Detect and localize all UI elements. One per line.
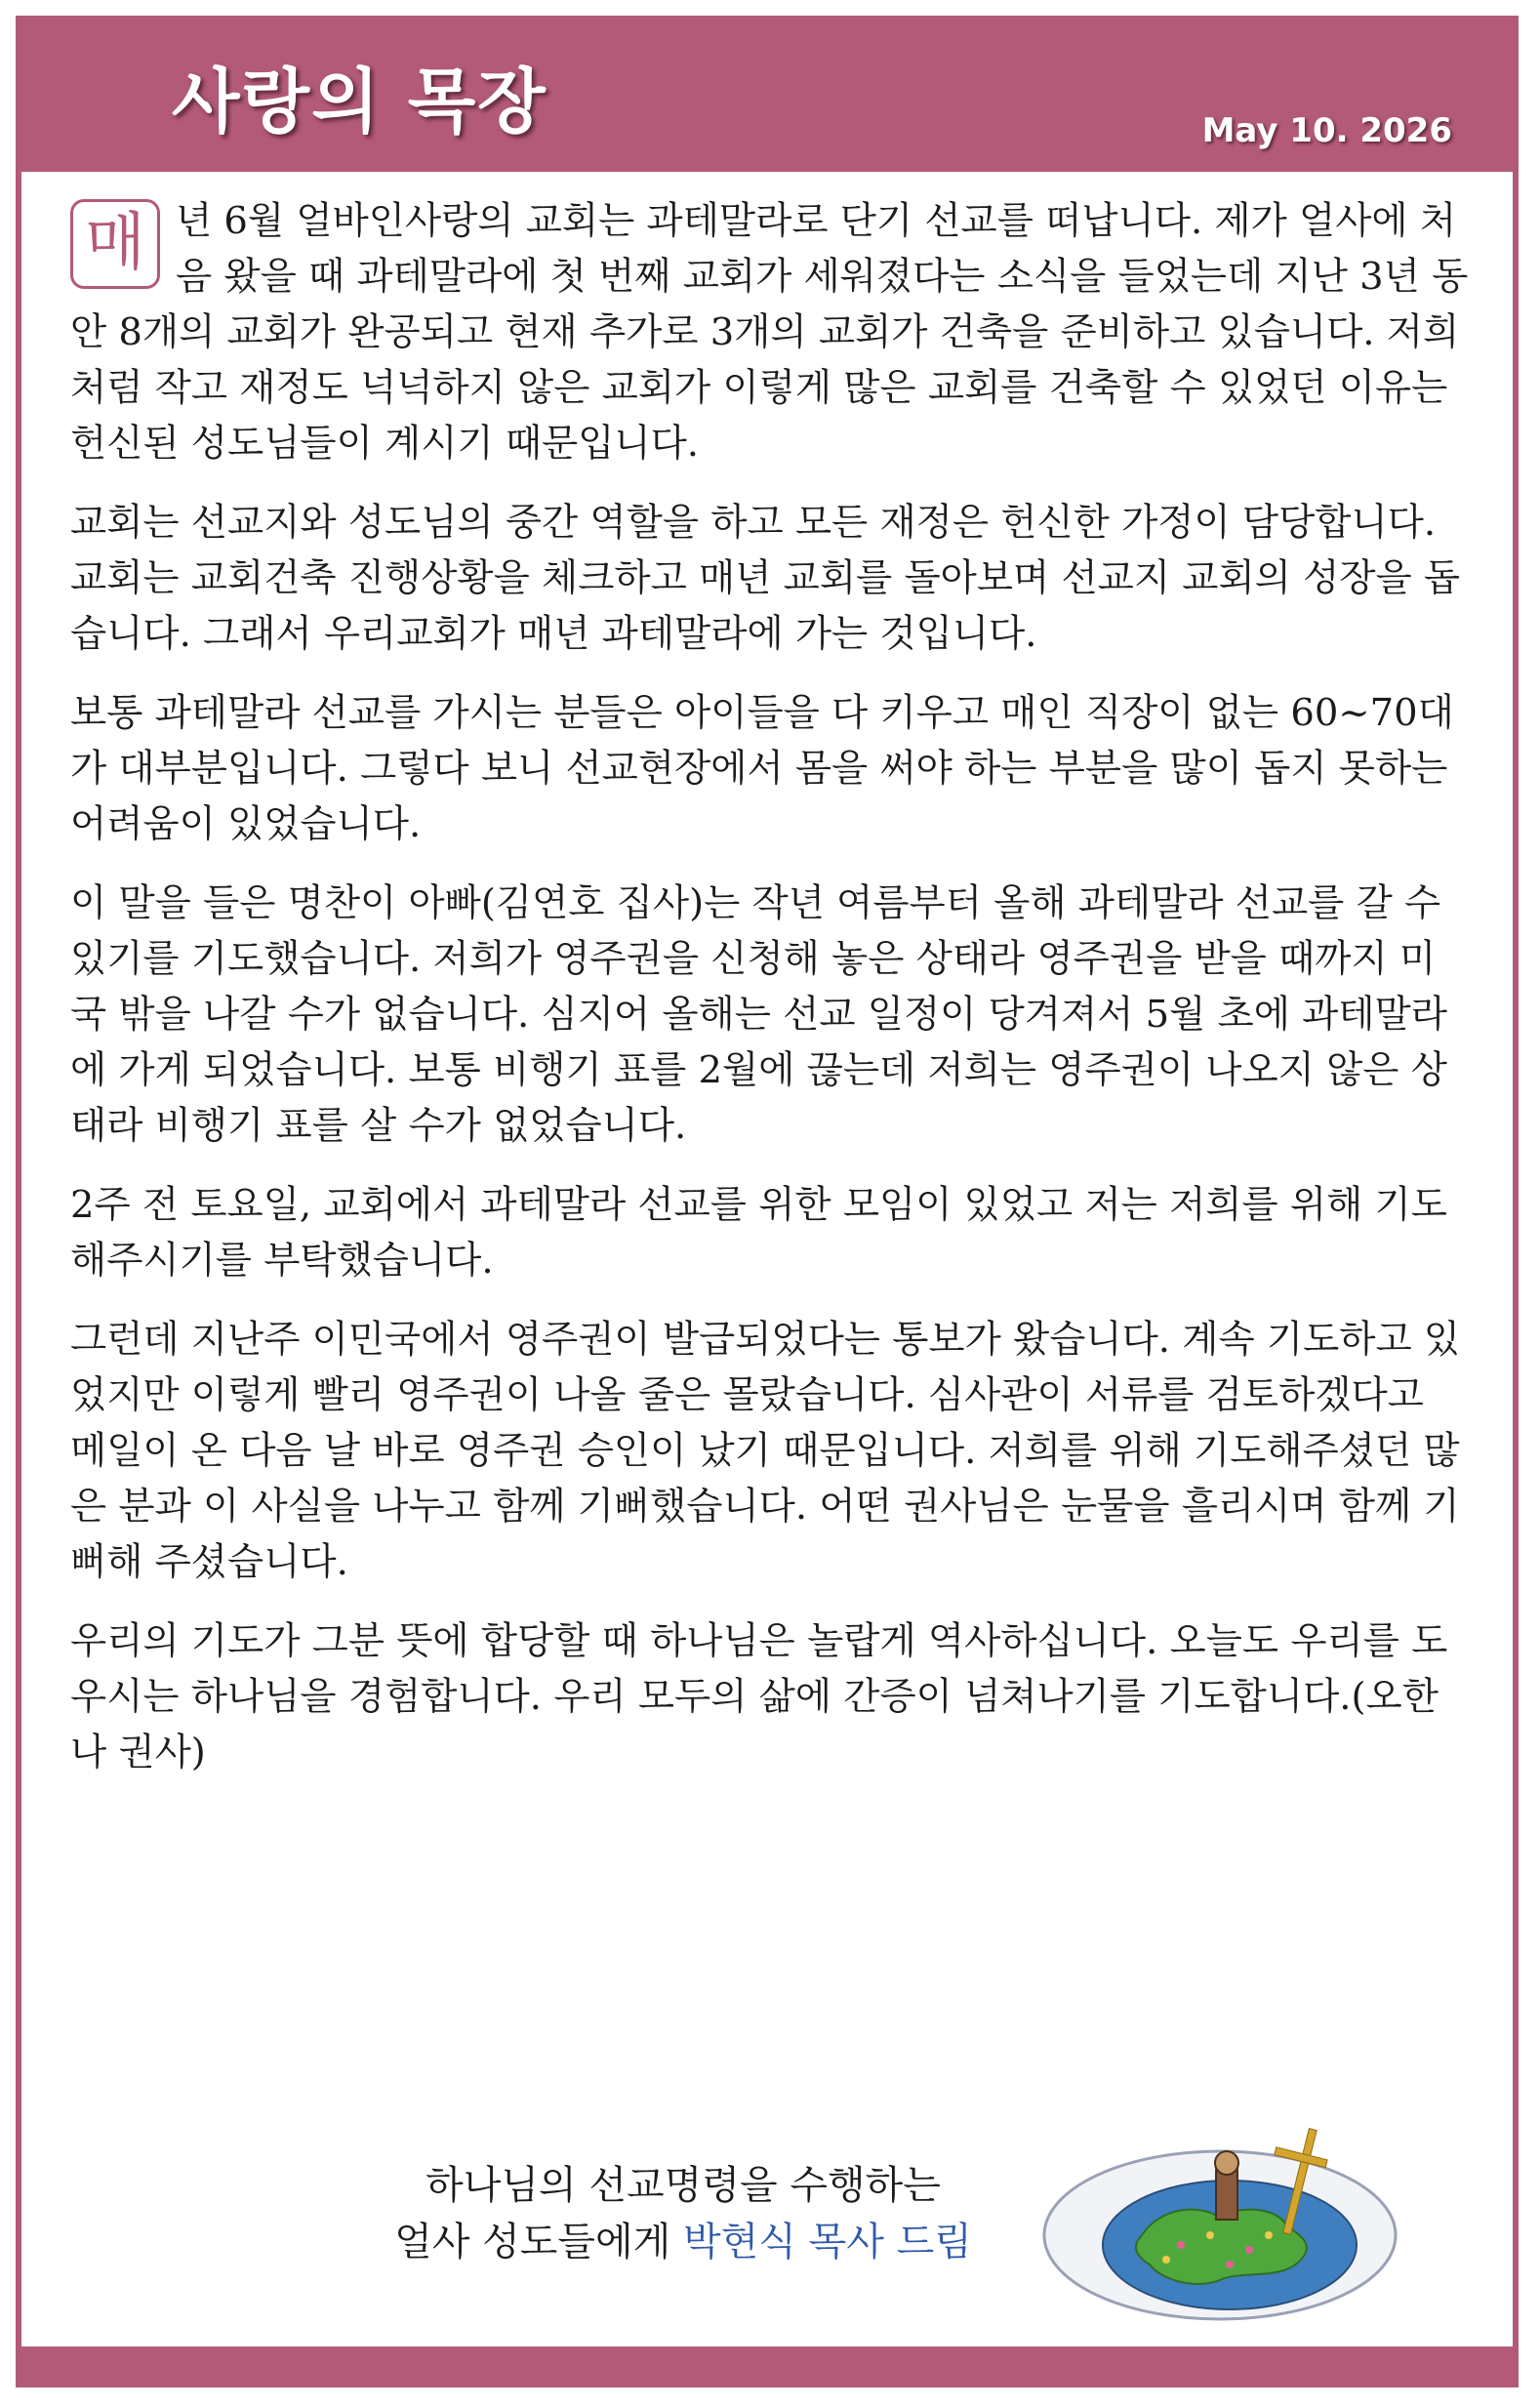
globe-cross-illustration bbox=[1025, 2089, 1435, 2333]
flower-dot bbox=[1206, 2231, 1214, 2239]
page-title: 사랑의 목장 bbox=[172, 61, 547, 143]
signature-line-1: 하나님의 선교명령을 수행하는 bbox=[426, 2163, 941, 2208]
figure-head bbox=[1215, 2151, 1238, 2175]
paragraph-3: 보통 과테말라 선교를 가시는 분들은 아이들을 다 키우고 매인 직장이 없는 60~70대가 대부분입니다. 그렇다 보니 선교현장에서 몸을 써야 하는 부분을 많이 돕지 못하는 어려움이 있었습니다. bbox=[70, 691, 1454, 846]
flower-dot bbox=[1245, 2246, 1253, 2254]
flower-dot bbox=[1162, 2256, 1170, 2264]
drop-cap: 매 bbox=[70, 199, 160, 289]
header-bar bbox=[16, 16, 1519, 172]
flower-dot bbox=[1265, 2231, 1273, 2239]
paragraph-1-text: 년 6월 얼바인사랑의 교회는 과테말라로 단기 선교를 떠납니다. 제가 얼사에 처음 왔을 때 과테말라에 첫 번째 교회가 세워졌다는 소식을 들었는데 지난 3년 동안 8개의 교회가 완공되고 현재 추가로 3개의 교회가 건축을 준비하고 있습니다. 저희처럼 작고 재정도 넉넉하지 않은 교회가 이렇게 많은 교회를 건축할 수 있었던 이유는 헌신된 성도님들이 계시기 때문입니다. bbox=[70, 199, 1469, 466]
paragraph-1 bbox=[70, 193, 1472, 471]
signature bbox=[312, 2157, 1054, 2270]
paragraph-5: 2주 전 토요일, 교회에서 과테말라 선교를 위한 모임이 있었고 저는 저희를 위해 기도해주시기를 부탁했습니다. bbox=[70, 1183, 1447, 1283]
paragraph-6: 그런데 지난주 이민국에서 영주권이 발급되었다는 통보가 왔습니다. 계속 기도하고 있었지만 이렇게 빨리 영주권이 나올 줄은 몰랐습니다. 심사관이 서류를 검토하겠다고 메일이 온 다음 날 바로 영주권 승인이 났기 때문입니다. 저희를 위해 기도해주셨던 많은 분과 이 사실을 나누고 함께 기뻐했습니다. 어떤 권사님은 눈물을 흘리시며 함께 기뻐해 주셨습니다. bbox=[70, 1318, 1461, 1584]
article-body bbox=[70, 193, 1472, 1804]
flower-dot bbox=[1226, 2261, 1234, 2268]
paragraph-7: 우리의 기도가 그분 뜻에 합당할 때 하나님은 놀랍게 역사하십니다. 오늘도 우리를 도우시는 하나님을 경험합니다. 우리 모두의 삶에 간증이 넘쳐나기를 기도합니다.(오한나 권사) bbox=[70, 1619, 1448, 1775]
paragraph-2: 교회는 선교지와 성도님의 중간 역할을 하고 모든 재정은 헌신한 가정이 담당합니다. 교회는 교회건축 진행상황을 체크하고 매년 교회를 돌아보며 선교지 교회의 성장을 돕습니다. 그래서 우리교회가 매년 과테말라에 가는 것입니다. bbox=[70, 501, 1461, 656]
signature-line-2 bbox=[312, 2214, 1054, 2270]
footer-bar bbox=[16, 2346, 1519, 2387]
issue-date: May 10. 2026 bbox=[1201, 111, 1452, 150]
signature-author: 박현식 목사 드림 bbox=[683, 2220, 972, 2264]
paragraph-4: 이 말을 들은 명찬이 아빠(김연호 집사)는 작년 여름부터 올해 과테말라 선교를 갈 수 있기를 기도했습니다. 저희가 영주권을 신청해 놓은 상태라 영주권을 받을 때까지 미국 밖을 나갈 수가 없습니다. 심지어 올해는 선교 일정이 당겨져서 5월 초에 과테말라에 가게 되었습니다. 보통 비행기 표를 2월에 끊는데 저희는 영주권이 나오지 않은 상태라 비행기 표를 살 수가 없었습니다. bbox=[70, 881, 1447, 1148]
signature-recipient: 얼사 성도들에게 bbox=[394, 2220, 683, 2264]
flower-dot bbox=[1177, 2241, 1185, 2249]
